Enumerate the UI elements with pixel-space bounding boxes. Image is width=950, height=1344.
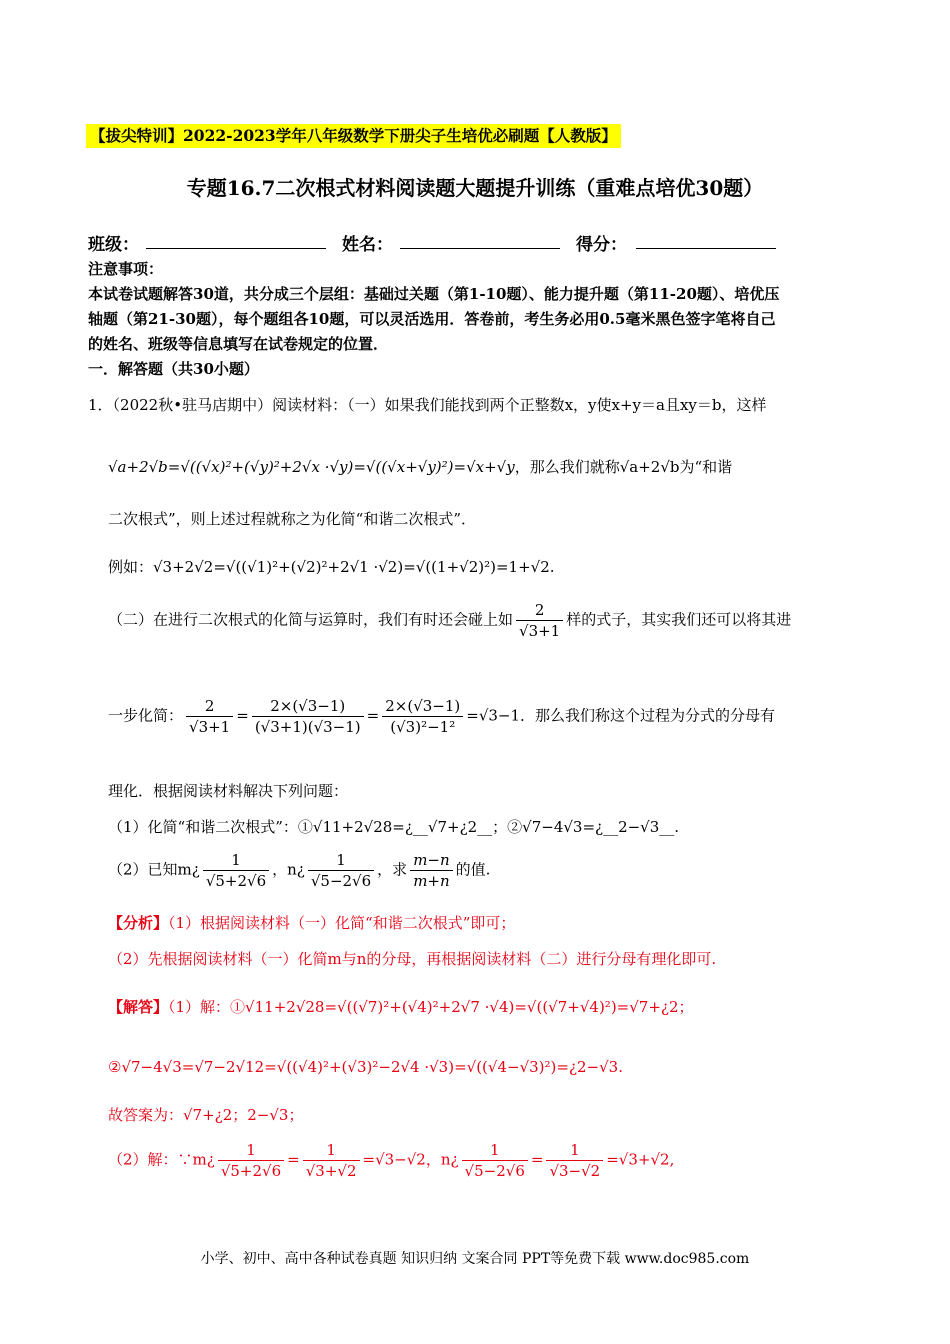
q1-part2-text-a: （二）在进行二次根式的化简与运算时，我们有时还会碰上如 (108, 610, 514, 629)
step-fraction-1 (186, 696, 233, 737)
score-blank[interactable] (636, 230, 776, 249)
page-title: 专题16.7二次根式材料阅读题大题提升训练（重难点培优30题） (186, 176, 764, 200)
q1-step: 一步化简： $\frac{2}{√3+1}$ = $\frac{2\times(√3-1)}{(√3+1)(√3-1)}$ = $\frac{2\times(√3-1)}{\text{(√3)²−1²}}$ =√3−1．那么我们称这个过程为分式的分母有 (108, 697, 776, 736)
fraction-numerator: 2 (516, 600, 563, 621)
fraction-numerator: 1 (218, 1140, 284, 1161)
answer-tag: 【解答】 (108, 998, 169, 1016)
fraction-denominator: √5−2√6 (464, 1162, 525, 1180)
fraction-numerator: 1 (303, 1140, 360, 1161)
fraction-denominator: √3+√2 (305, 1162, 357, 1180)
name-blank[interactable] (400, 230, 560, 249)
answer-4-fraction-4 (546, 1140, 603, 1181)
q1-part2 (108, 600, 791, 641)
q1-sub2 (108, 850, 490, 891)
analysis-text-1: （1）根据阅读材料（一）化简“和谐二次根式”即可； (168, 914, 516, 932)
notice-heading: 注意事项： (88, 260, 164, 278)
answer-4-fraction-3 (462, 1140, 528, 1181)
q1-example: 例如：√3+2√2=√((√1)²+(√2)²+2√1 ·√2)=√((1+√2)²)=1+√2. (108, 558, 555, 576)
sub2-text-c: ，求 (377, 860, 408, 879)
fraction-denominator: (√3)²−1² (390, 718, 456, 736)
notice-line-3: 的姓名、班级等信息填写在试卷规定的位置． (88, 335, 389, 353)
answer-line-4: （2）解：∵m¿ $\frac{1}{√5+2√6}$ = $\frac{1}{√3+√2}$ =√3−√2，n¿ $\frac{1}{√5-2√6}$ = $\frac{1}{√3-√2}$ =√3+√2, (108, 1141, 675, 1180)
sub2-text-b: ，n¿ (272, 860, 305, 879)
q1-line2 (108, 456, 732, 477)
answer-4-text-mid: =√3−√2，n¿ (362, 1150, 459, 1169)
answer-4-fraction-1 (218, 1140, 284, 1181)
fraction-denominator: √3−√2 (549, 1162, 601, 1180)
fraction-numerator: 1 (546, 1140, 603, 1161)
step-prefix: 一步化简： (108, 706, 184, 725)
fraction-numerator: 1 (308, 850, 374, 871)
q1-sub1: （1）化简“和谐二次根式”：①√11+2√28=¿__√7+¿2__；②√7−4√3=¿__2−√3__. (108, 818, 680, 836)
step-result: =√3−1．那么我们称这个过程为分式的分母有 (466, 706, 776, 725)
analysis-line-2: （2）先根据阅读材料（一）化简m与n的分母，再根据阅读材料（二）进行分母有理化即可. (108, 950, 717, 968)
notice-line-2: 轴题（第21-30题），每个题组各10题，可以灵活选用．答卷前，考生务必用0.5毫米黑色签字笔将自己 (88, 310, 776, 328)
answer-text-1: （1）解：①√11+2√28=√((√7)²+(√4)²+2√7 ·√4)=√((√7+√4)²)=√7+¿2； (168, 998, 694, 1016)
answer-4-fraction-2 (303, 1140, 360, 1181)
class-blank[interactable] (146, 230, 326, 249)
banner: 【拔尖特训】2022-2023学年八年级数学下册尖子生培优必刷题【人教版】 (86, 124, 621, 148)
fraction-denominator: √5+2√6 (220, 1162, 282, 1180)
q1-lihua: 理化．根据阅读材料解决下列问题： (108, 782, 349, 800)
fraction-denominator: √5−2√6 (310, 872, 372, 890)
sub2-fraction-n (308, 850, 374, 891)
fraction-denominator: √5+2√6 (205, 872, 267, 890)
class-label: 班级： (88, 235, 139, 255)
sub2-text-a: （2）已知m¿ (108, 860, 200, 879)
score-label: 得分： (576, 235, 627, 255)
sub2-fraction-m (203, 850, 269, 891)
q1-part2-text-b: 样的式子，其实我们还可以将其进 (566, 610, 792, 629)
fraction-denominator: √3+1 (519, 622, 561, 640)
name-label: 姓名： (342, 235, 393, 255)
notice-line-1: 本试卷试题解答30道，共分成三个层组：基础过关题（第1-10题）、能力提升题（第11-20题）、培优压 (88, 285, 780, 303)
q1-line2-math: √a+2√b=√((√x)²+(√y)²+2√x ·√y)=√((√x+√y)²)=√x+√y (108, 458, 515, 476)
page-footer: 小学、初中、高中各种试卷真题 知识归纳 文案合同 PPT等免费下载 www.doc985.com (200, 1251, 750, 1267)
fraction-numerator: 2×(√3−1) (382, 696, 463, 717)
fraction-denominator: m+n (413, 872, 450, 890)
answer-4-text-a: （2）解：∵m¿ (108, 1150, 215, 1169)
sub2-text-d: 的值. (455, 860, 491, 879)
answer-line-2: ②√7−4√3=√7−2√12=√((√4)²+(√3)²−2√4 ·√3)=√((√4−√3)²)=¿2−√3. (108, 1058, 623, 1076)
fraction-numerator: 1 (203, 850, 269, 871)
fraction-denominator: (√3+1)(√3−1) (254, 718, 361, 736)
answer-line-3: 故答案为：√7+¿2；2−√3； (108, 1106, 304, 1124)
fraction-numerator: 2×(√3−1) (252, 696, 364, 717)
sub2-fraction-q (410, 850, 452, 891)
fraction-numerator: 1 (462, 1140, 528, 1161)
q1-part2-fraction (516, 600, 563, 641)
step-fraction-2 (252, 696, 364, 737)
step-fraction-3 (382, 696, 463, 737)
section-heading: 一．解答题（共30小题） (88, 360, 259, 378)
answer-line-1 (108, 996, 694, 1017)
analysis-tag: 【分析】 (108, 914, 169, 932)
fraction-numerator: 2 (186, 696, 233, 717)
answer-4-text-end: =√3+√2, (606, 1150, 675, 1169)
fraction-denominator: √3+1 (189, 718, 231, 736)
q1-intro: 1．（2022秋•驻马店期中）阅读材料：（一）如果我们能找到两个正整数x，y使x+y＝a且xy＝b，这样 (88, 396, 767, 414)
analysis-line-1 (108, 912, 515, 933)
q1-line2-text: ，那么我们就称√a+2√b为“和谐 (514, 458, 733, 476)
fraction-numerator: m−n (410, 850, 452, 871)
q1-line3: 二次根式”，则上述过程就称之为化简“和谐二次根式”． (108, 510, 477, 528)
